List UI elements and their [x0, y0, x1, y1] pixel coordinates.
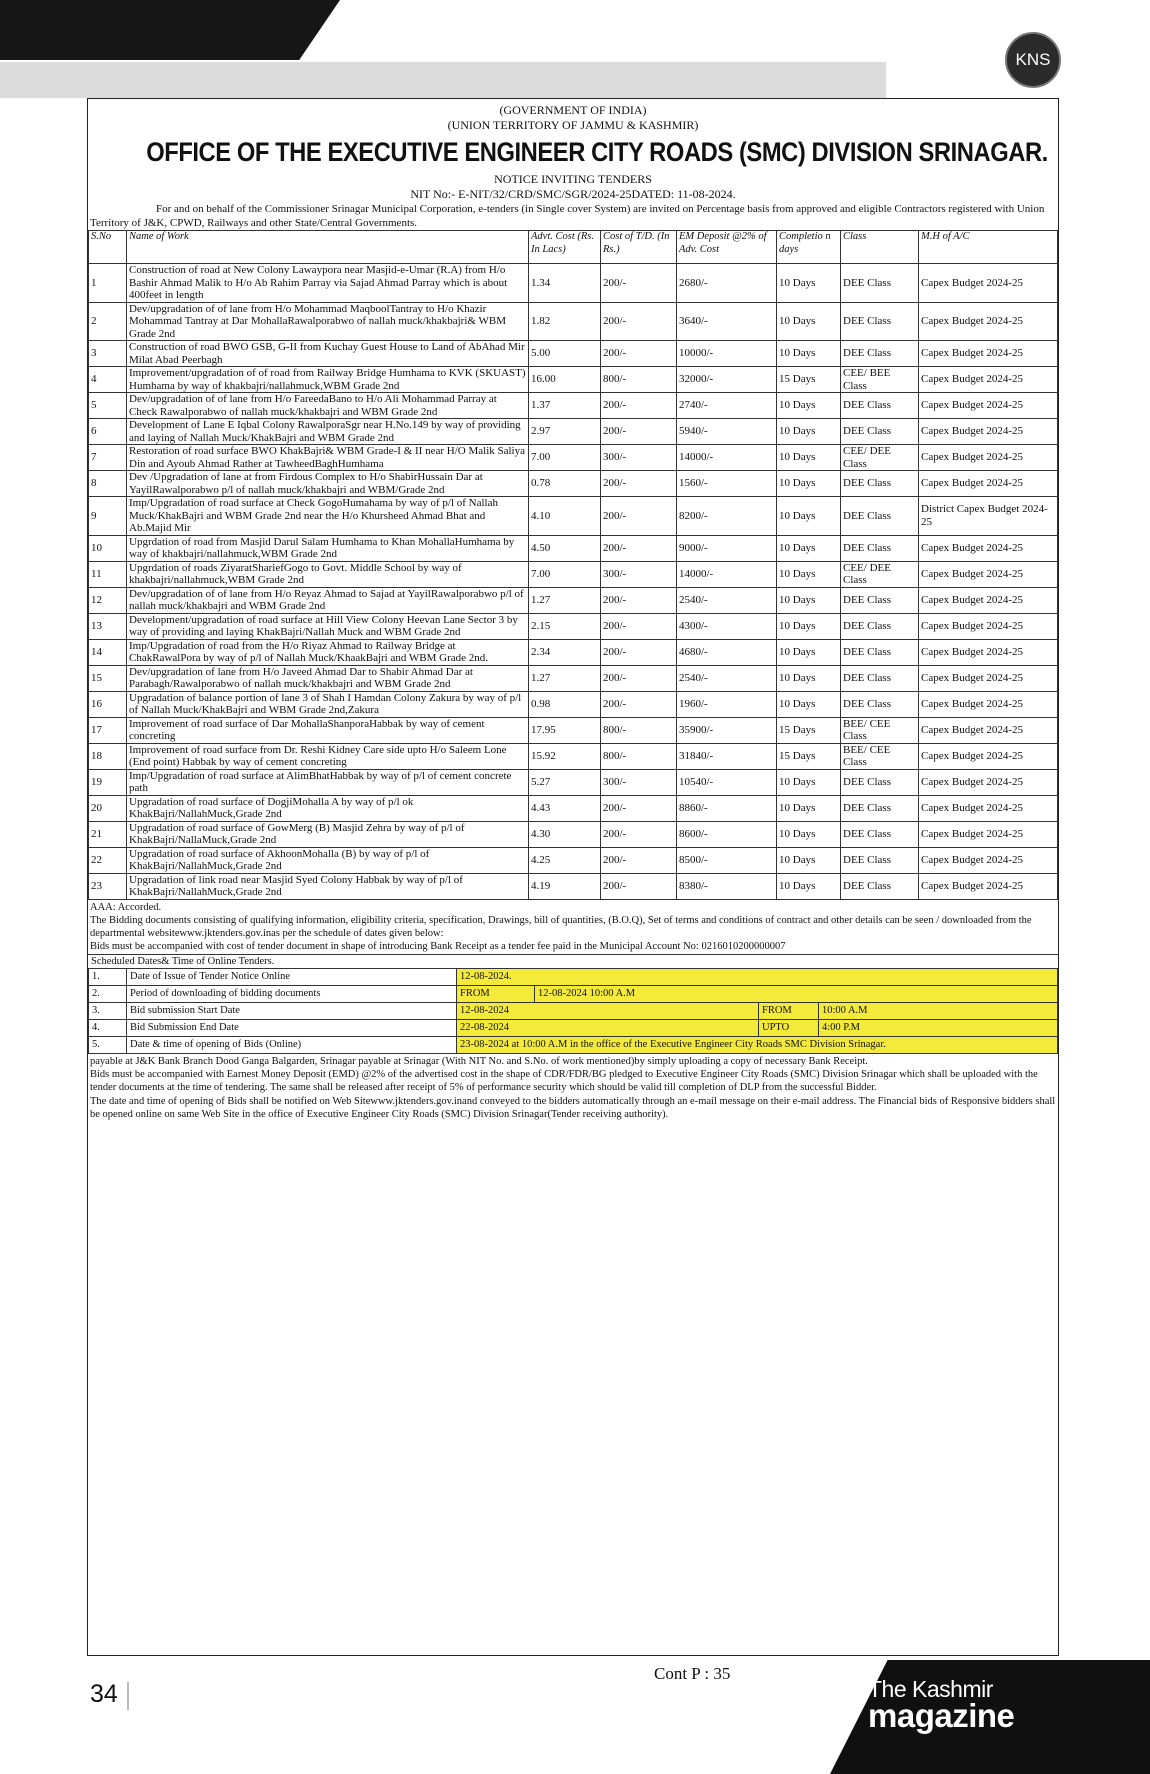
cell-advt-cost: 0.78	[529, 471, 601, 497]
cell-class: DEE Class	[841, 795, 919, 821]
table-row	[89, 341, 1058, 367]
table-row	[89, 639, 1058, 665]
tender-fee-note: Bids must be accompanied with cost of tender document in shape of introducing Bank Receipt as a tender fee paid in the Municipal Account No: 0216010200000007	[90, 940, 786, 952]
cell-advt-cost: 1.34	[529, 264, 601, 303]
cell-head: District Capex Budget 2024-25	[919, 497, 1058, 536]
cell-em-deposit: 8200/-	[677, 497, 777, 536]
schedule-title: Scheduled Dates& Time of Online Tenders.	[88, 954, 1058, 968]
cell-work-name: Construction of road at New Colony Lawaypora near Masjid-e-Umar (R.A) from H/o Bashir Ahmad Malik to H/o Ab Rahim Parray via Sajad Ahmad Parray which is about 400feet in length	[127, 264, 529, 303]
cell-advt-cost: 4.10	[529, 497, 601, 536]
table-row	[89, 535, 1058, 561]
schedule-value: 12-08-2024	[457, 1002, 759, 1019]
cell-td-cost: 200/-	[601, 821, 677, 847]
ut-line: (UNION TERRITORY OF JAMMU & KASHMIR)	[447, 118, 699, 132]
cell-completion: 10 Days	[777, 419, 841, 445]
col-completion: Completio n days	[777, 231, 841, 264]
schedule-key: UPTO	[759, 1019, 819, 1036]
col-head: M.H of A/C	[919, 231, 1058, 264]
cell-head: Capex Budget 2024-25	[919, 535, 1058, 561]
cell-sno: 11	[89, 561, 127, 587]
schedule-row	[89, 985, 1058, 1002]
schedule-label: Date of Issue of Tender Notice Online	[127, 968, 457, 985]
cell-advt-cost: 4.43	[529, 795, 601, 821]
cell-work-name: Improvement of road surface from Dr. Reshi Kidney Care side upto H/o Saleem Lone (End point) Habbak by way of cement concreting	[127, 743, 529, 769]
cell-completion: 10 Days	[777, 587, 841, 613]
col-name: Name of Work	[127, 231, 529, 264]
magazine-logo	[868, 1676, 1014, 1735]
cell-sno: 5	[89, 393, 127, 419]
cell-completion: 10 Days	[777, 341, 841, 367]
cell-completion: 10 Days	[777, 639, 841, 665]
continued-label: Cont P : 35	[654, 1664, 731, 1683]
cell-sno: 8	[89, 471, 127, 497]
col-class: Class	[841, 231, 919, 264]
cell-sno: 15	[89, 665, 127, 691]
schedule-no: 2.	[89, 985, 127, 1002]
cell-td-cost: 200/-	[601, 873, 677, 899]
cell-head: Capex Budget 2024-25	[919, 471, 1058, 497]
cell-class: DEE Class	[841, 691, 919, 717]
cell-em-deposit: 5940/-	[677, 419, 777, 445]
cell-head: Capex Budget 2024-25	[919, 393, 1058, 419]
cell-em-deposit: 10000/-	[677, 341, 777, 367]
cell-class: CEE/ BEE Class	[841, 367, 919, 393]
cell-advt-cost: 16.00	[529, 367, 601, 393]
cell-work-name: Restoration of road surface BWO KhakBajri& WBM Grade-I & II near H/O Malik Saliya Din and Ayoub Ahmad Rather at TawheedBaghHumhama	[127, 445, 529, 471]
cell-work-name: Improvement of road surface of Dar MohallaShanporaHabbak by way of cement concreting	[127, 717, 529, 743]
brand-line2: magazine	[868, 1697, 1015, 1734]
table-row	[89, 561, 1058, 587]
cell-completion: 10 Days	[777, 393, 841, 419]
schedule-time: 10:00 A.M	[819, 1002, 1058, 1019]
cell-advt-cost: 4.19	[529, 873, 601, 899]
cell-work-name: Upgradation of link road near Masjid Syed Colony Habbak by way of p/l of KhakBajri/NallahMuck,Grade 2nd	[127, 873, 529, 899]
cell-completion: 10 Days	[777, 847, 841, 873]
table-header-row	[89, 231, 1058, 264]
cell-em-deposit: 1960/-	[677, 691, 777, 717]
table-row	[89, 367, 1058, 393]
notes	[88, 900, 1058, 954]
cell-advt-cost: 1.27	[529, 587, 601, 613]
cell-sno: 13	[89, 613, 127, 639]
table-row	[89, 419, 1058, 445]
cell-td-cost: 200/-	[601, 535, 677, 561]
col-em-deposit: EM Deposit @2% of Adv. Cost	[677, 231, 777, 264]
cell-em-deposit: 32000/-	[677, 367, 777, 393]
aaa-note: AAA: Accorded.	[90, 901, 162, 913]
cell-em-deposit: 9000/-	[677, 535, 777, 561]
schedule-value: 23-08-2024 at 10:00 A.M in the office of the Executive Engineer City Roads SMC Division Srinagar.	[457, 1036, 1058, 1053]
tender-notice	[87, 98, 1059, 1656]
cell-head: Capex Budget 2024-25	[919, 302, 1058, 341]
cell-advt-cost: 5.27	[529, 769, 601, 795]
cell-completion: 10 Days	[777, 821, 841, 847]
kns-logo	[1005, 32, 1061, 88]
cell-td-cost: 200/-	[601, 471, 677, 497]
cell-work-name: Upgradation of road surface of GowMerg (B) Masjid Zehra by way of p/l of KhakBajri/NallaMuck,Grade 2nd	[127, 821, 529, 847]
opening-note: The date and time of opening of Bids shall be notified on Web Sitewww.jktenders.gov.inand conveyed to the bidders automatically through an e-mail message on their e-mail address. The Financial bids of Responsive bidders shall be opened online on same Web Site in the office of Executive Engineer City Roads (SMC) Division Srinagar(Tender receiving authority).	[90, 1095, 1056, 1121]
cell-em-deposit: 8600/-	[677, 821, 777, 847]
table-row	[89, 691, 1058, 717]
cell-advt-cost: 7.00	[529, 445, 601, 471]
brand-line1: The Kashmir	[868, 1676, 993, 1702]
header-band	[0, 62, 886, 98]
table-row	[89, 302, 1058, 341]
gov-line: (GOVERNMENT OF INDIA)	[499, 103, 647, 117]
cell-td-cost: 200/-	[601, 393, 677, 419]
schedule-no: 1.	[89, 968, 127, 985]
cell-class: DEE Class	[841, 821, 919, 847]
schedule-value: 12-08-2024 10:00 A.M	[535, 985, 1058, 1002]
cell-sno: 17	[89, 717, 127, 743]
schedule-value: 12-08-2024.	[457, 968, 1058, 985]
cell-sno: 16	[89, 691, 127, 717]
nit-number: NIT No:- E-NIT/32/CRD/SMC/SGR/2024-25DATED: 11-08-2024.	[410, 187, 736, 201]
kns-logo-text: KNS	[1015, 50, 1051, 69]
cell-completion: 10 Days	[777, 873, 841, 899]
cell-class: CEE/ DEE Class	[841, 561, 919, 587]
table-row	[89, 393, 1058, 419]
cell-em-deposit: 35900/-	[677, 717, 777, 743]
cell-td-cost: 200/-	[601, 613, 677, 639]
cell-head: Capex Budget 2024-25	[919, 821, 1058, 847]
cell-sno: 18	[89, 743, 127, 769]
cell-td-cost: 800/-	[601, 367, 677, 393]
cell-sno: 23	[89, 873, 127, 899]
bidding-docs-note: The Bidding documents consisting of qualifying information, eligibility criteria, specification, Drawings, bill of quantities, (B.O.Q), Set of terms and conditions of contract and other details can be seen / downloaded from the departmental websitewww.jktenders.gov.inas per the schedule of dates given below:	[90, 914, 1032, 939]
cell-sno: 4	[89, 367, 127, 393]
cell-completion: 10 Days	[777, 769, 841, 795]
table-row	[89, 769, 1058, 795]
cell-sno: 1	[89, 264, 127, 303]
page-number: 34	[90, 1680, 118, 1708]
schedule-row	[89, 1002, 1058, 1019]
cell-completion: 10 Days	[777, 302, 841, 341]
table-row	[89, 264, 1058, 303]
cell-em-deposit: 2540/-	[677, 665, 777, 691]
cell-td-cost: 300/-	[601, 561, 677, 587]
cell-class: DEE Class	[841, 535, 919, 561]
cell-advt-cost: 15.92	[529, 743, 601, 769]
cell-td-cost: 800/-	[601, 717, 677, 743]
cell-class: DEE Class	[841, 393, 919, 419]
cell-td-cost: 800/-	[601, 743, 677, 769]
cell-class: BEE/ CEE Class	[841, 717, 919, 743]
cell-head: Capex Budget 2024-25	[919, 264, 1058, 303]
schedule-no: 4.	[89, 1019, 127, 1036]
cell-work-name: Dev/upgradation of of lane from H/o Mohammad MaqboolTantray to H/o Khazir Mohammad Tantray at Dar MohallaRawalporabwo of nallah muck/khakbajri& WBM Grade 2nd	[127, 302, 529, 341]
cell-td-cost: 200/-	[601, 691, 677, 717]
table-row	[89, 743, 1058, 769]
cell-work-name: Improvement/upgradation of of road from Railway Bridge Humhama to KVK (SKUAST) Humhama by way of khakbajri/nallahmuck,WBM Grade 2nd	[127, 367, 529, 393]
cell-em-deposit: 8500/-	[677, 847, 777, 873]
cell-completion: 10 Days	[777, 471, 841, 497]
cell-work-name: Upgradation of road surface of DogjiMohalla A by way of p/l ok KhakBajri/NallahMuck,Grade 2nd	[127, 795, 529, 821]
cell-head: Capex Budget 2024-25	[919, 639, 1058, 665]
cell-completion: 10 Days	[777, 665, 841, 691]
cell-work-name: Imp/Upgradation of road from the H/o Riyaz Ahmad to Railway Bridge at ChakRawalPora by way of p/l of Nallah Muck/KhaakBajri and WBM Grade 2nd.	[127, 639, 529, 665]
table-row	[89, 445, 1058, 471]
cell-em-deposit: 1560/-	[677, 471, 777, 497]
notice-heading: NOTICE INVITING TENDERS	[494, 172, 652, 186]
schedule-label: Period of downloading of bidding documents	[127, 985, 457, 1002]
works-table	[88, 230, 1058, 900]
table-row	[89, 497, 1058, 536]
cell-advt-cost: 1.27	[529, 665, 601, 691]
cell-completion: 15 Days	[777, 367, 841, 393]
cell-class: CEE/ DEE Class	[841, 445, 919, 471]
cell-work-name: Upgrdation of roads ZiyaratShariefGogo to Govt. Middle School by way of khakbajri/nallahmuck,WBM Grade 2nd	[127, 561, 529, 587]
cell-advt-cost: 1.82	[529, 302, 601, 341]
col-td-cost: Cost of T/D. (In Rs.)	[601, 231, 677, 264]
schedule-key: FROM	[759, 1002, 819, 1019]
cell-class: DEE Class	[841, 769, 919, 795]
cell-class: DEE Class	[841, 847, 919, 873]
cell-completion: 10 Days	[777, 613, 841, 639]
cell-class: DEE Class	[841, 419, 919, 445]
cell-head: Capex Budget 2024-25	[919, 341, 1058, 367]
cell-td-cost: 200/-	[601, 587, 677, 613]
cell-work-name: Upgradation of balance portion of lane 3 of Shah I Hamdan Colony Zakura by way of p/l of Nallah Muck/KhakBajri and WBM Grade 2nd,Zakura	[127, 691, 529, 717]
corner-decoration	[0, 0, 340, 60]
cell-work-name: Upgradation of road surface of AkhoonMohalla (B) by way of p/l of KhakBajri/NallahMuck,Grade 2nd	[127, 847, 529, 873]
cell-work-name: Development of Lane E Iqbal Colony RawalporaSgr near H.No.149 by way of providing and laying of Nallah Muck/KhakBajri and WBM Grade 2nd	[127, 419, 529, 445]
cell-head: Capex Budget 2024-25	[919, 587, 1058, 613]
cell-sno: 10	[89, 535, 127, 561]
intro-paragraph: For and on behalf of the Commissioner Srinagar Municipal Corporation, e-tenders (in Single cover System) are invited on Percentage basis from approved and eligible Contractors registered with Union Territory of J&K, CPWD, Railways and other State/Central Governments.	[90, 203, 1045, 229]
cell-head: Capex Budget 2024-25	[919, 561, 1058, 587]
cell-em-deposit: 2680/-	[677, 264, 777, 303]
table-row	[89, 587, 1058, 613]
cell-sno: 20	[89, 795, 127, 821]
cell-class: DEE Class	[841, 497, 919, 536]
col-sno: S.No	[89, 231, 127, 264]
cell-advt-cost: 2.97	[529, 419, 601, 445]
schedule-label: Bid submission Start Date	[127, 1002, 457, 1019]
cell-sno: 14	[89, 639, 127, 665]
cell-sno: 12	[89, 587, 127, 613]
table-row	[89, 847, 1058, 873]
table-row	[89, 795, 1058, 821]
cell-em-deposit: 2740/-	[677, 393, 777, 419]
cell-head: Capex Budget 2024-25	[919, 419, 1058, 445]
cell-advt-cost: 5.00	[529, 341, 601, 367]
bank-payment-note: payable at J&K Bank Branch Dood Ganga Balgarden, Srinagar payable at Srinagar (With NIT No. and S.No. of work mentioned)by simply uploading a copy of necessary Bank Receipt.	[90, 1055, 868, 1067]
cell-advt-cost: 17.95	[529, 717, 601, 743]
schedule-label: Date & time of opening of Bids (Online)	[127, 1036, 457, 1053]
cell-work-name: Dev/upgradation of lane from H/o Javeed Ahmad Dar to Shabir Ahmad Dar at Parabagh/Rawalporabwo of nallah muck/khakbajri and WBM Grade 2nd	[127, 665, 529, 691]
cell-completion: 10 Days	[777, 795, 841, 821]
cell-head: Capex Budget 2024-25	[919, 613, 1058, 639]
cell-work-name: Dev/upgradation of of lane from H/o Reyaz Ahmad to Sajad at YayilRawalporabwo p/l of nallah muck/khakbajri and WBM Grade 2nd	[127, 587, 529, 613]
schedule-from: FROM	[457, 985, 535, 1002]
cell-work-name: Dev /Upgradation of lane at from Firdous Complex to H/o ShabirHussain Dar at YayilRawalporabwo p/l of nallah muck/khakbajri and WBM/Grade 2nd	[127, 471, 529, 497]
cell-head: Capex Budget 2024-25	[919, 743, 1058, 769]
cell-advt-cost: 4.50	[529, 535, 601, 561]
cell-work-name: Imp/Upgradation of road surface at Check GogoHumahama by way of p/l of Nallah Muck/KhakBajri and WBM Grade 2nd near the H/o Khursheed Ahmad Bhat and Ab.Majid Mir	[127, 497, 529, 536]
cell-head: Capex Budget 2024-25	[919, 769, 1058, 795]
cell-td-cost: 200/-	[601, 341, 677, 367]
cell-advt-cost: 2.34	[529, 639, 601, 665]
cell-advt-cost: 7.00	[529, 561, 601, 587]
cell-advt-cost: 2.15	[529, 613, 601, 639]
cell-em-deposit: 4300/-	[677, 613, 777, 639]
cell-class: DEE Class	[841, 665, 919, 691]
cell-em-deposit: 14000/-	[677, 561, 777, 587]
cell-td-cost: 200/-	[601, 497, 677, 536]
cell-head: Capex Budget 2024-25	[919, 367, 1058, 393]
table-row	[89, 665, 1058, 691]
cell-sno: 7	[89, 445, 127, 471]
table-row	[89, 821, 1058, 847]
cell-sno: 21	[89, 821, 127, 847]
schedule-row	[89, 1019, 1058, 1036]
cell-em-deposit: 4680/-	[677, 639, 777, 665]
schedule-value: 22-08-2024	[457, 1019, 759, 1036]
cell-head: Capex Budget 2024-25	[919, 691, 1058, 717]
cell-completion: 10 Days	[777, 561, 841, 587]
cell-completion: 10 Days	[777, 691, 841, 717]
cell-td-cost: 200/-	[601, 639, 677, 665]
cell-head: Capex Budget 2024-25	[919, 873, 1058, 899]
col-advt-cost: Advt. Cost (Rs. In Lacs)	[529, 231, 601, 264]
schedule-row	[89, 1036, 1058, 1053]
cell-td-cost: 200/-	[601, 419, 677, 445]
cell-td-cost: 200/-	[601, 264, 677, 303]
cell-head: Capex Budget 2024-25	[919, 445, 1058, 471]
cell-td-cost: 200/-	[601, 302, 677, 341]
cell-work-name: Dev/upgradation of of lane from H/o FareedaBano to H/o Ali Mohammad Parray at Check Rawalporabwo of nallah muck/khakbajri and WBM Grade 2nd	[127, 393, 529, 419]
cell-completion: 10 Days	[777, 445, 841, 471]
cell-sno: 9	[89, 497, 127, 536]
table-row	[89, 873, 1058, 899]
cell-em-deposit: 31840/-	[677, 743, 777, 769]
cell-advt-cost: 4.30	[529, 821, 601, 847]
cell-em-deposit: 3640/-	[677, 302, 777, 341]
schedule-no: 3.	[89, 1002, 127, 1019]
cell-head: Capex Budget 2024-25	[919, 795, 1058, 821]
cell-completion: 15 Days	[777, 743, 841, 769]
cell-sno: 6	[89, 419, 127, 445]
bottom-text	[88, 1054, 1058, 1123]
cell-work-name: Development/upgradation of road surface at Hill View Colony Heevan Lane Sector 3 by way of providing and laying KhakBajri/Nallah Muck and WBM Grade 2nd	[127, 613, 529, 639]
cell-class: DEE Class	[841, 264, 919, 303]
schedule-no: 5.	[89, 1036, 127, 1053]
schedule-label: Bid Submission End Date	[127, 1019, 457, 1036]
emd-note: Bids must be accompanied with Earnest Money Deposit (EMD) @2% of the advertised cost in the shape of CDR/FDR/BG pledged to Executive Engineer City Roads (SMC) Division Srinagar which shall be uploaded with the tender documents at the time of tendering. The same shall be released after receipt of 5% of performance security which should be valid till completion of DLP from the successful Bidder.	[90, 1068, 1038, 1094]
schedule-row	[89, 968, 1058, 985]
cell-completion: 10 Days	[777, 497, 841, 536]
cell-head: Capex Budget 2024-25	[919, 665, 1058, 691]
cell-em-deposit: 8380/-	[677, 873, 777, 899]
cell-em-deposit: 2540/-	[677, 587, 777, 613]
cell-work-name: Upgrdation of road from Masjid Darul Salam Humhama to Khan MohallaHumhama by way of khakbajri/nallahmuck,WBM Grade 2nd	[127, 535, 529, 561]
table-row	[89, 471, 1058, 497]
cell-advt-cost: 4.25	[529, 847, 601, 873]
cell-em-deposit: 10540/-	[677, 769, 777, 795]
cell-sno: 3	[89, 341, 127, 367]
cell-completion: 10 Days	[777, 264, 841, 303]
cell-td-cost: 300/-	[601, 445, 677, 471]
cell-sno: 2	[89, 302, 127, 341]
cell-class: DEE Class	[841, 639, 919, 665]
page-divider	[127, 1682, 129, 1710]
cell-completion: 15 Days	[777, 717, 841, 743]
office-title: OFFICE OF THE EXECUTIVE ENGINEER CITY ROADS (SMC) DIVISION SRINAGAR.	[146, 137, 1048, 167]
cell-td-cost: 300/-	[601, 769, 677, 795]
cell-head: Capex Budget 2024-25	[919, 847, 1058, 873]
cell-class: DEE Class	[841, 302, 919, 341]
cell-class: DEE Class	[841, 613, 919, 639]
table-row	[89, 613, 1058, 639]
cell-sno: 22	[89, 847, 127, 873]
cell-td-cost: 200/-	[601, 665, 677, 691]
cell-completion: 10 Days	[777, 535, 841, 561]
schedule-time: 4:00 P.M	[819, 1019, 1058, 1036]
cell-work-name: Construction of road BWO GSB, G-II from Kuchay Guest House to Land of AbAhad Mir Milat Abad Peerbagh	[127, 341, 529, 367]
cell-td-cost: 200/-	[601, 795, 677, 821]
cell-em-deposit: 8860/-	[677, 795, 777, 821]
cell-class: DEE Class	[841, 873, 919, 899]
cell-class: DEE Class	[841, 587, 919, 613]
cell-class: DEE Class	[841, 341, 919, 367]
schedule-table	[88, 968, 1058, 1054]
cell-em-deposit: 14000/-	[677, 445, 777, 471]
cell-class: DEE Class	[841, 471, 919, 497]
cell-td-cost: 200/-	[601, 847, 677, 873]
cell-work-name: Imp/Upgradation of road surface at AlimBhatHabbak by way of p/l of cement concrete path	[127, 769, 529, 795]
cell-head: Capex Budget 2024-25	[919, 717, 1058, 743]
cell-sno: 19	[89, 769, 127, 795]
cell-advt-cost: 0.98	[529, 691, 601, 717]
cell-advt-cost: 1.37	[529, 393, 601, 419]
cell-class: BEE/ CEE Class	[841, 743, 919, 769]
table-row	[89, 717, 1058, 743]
